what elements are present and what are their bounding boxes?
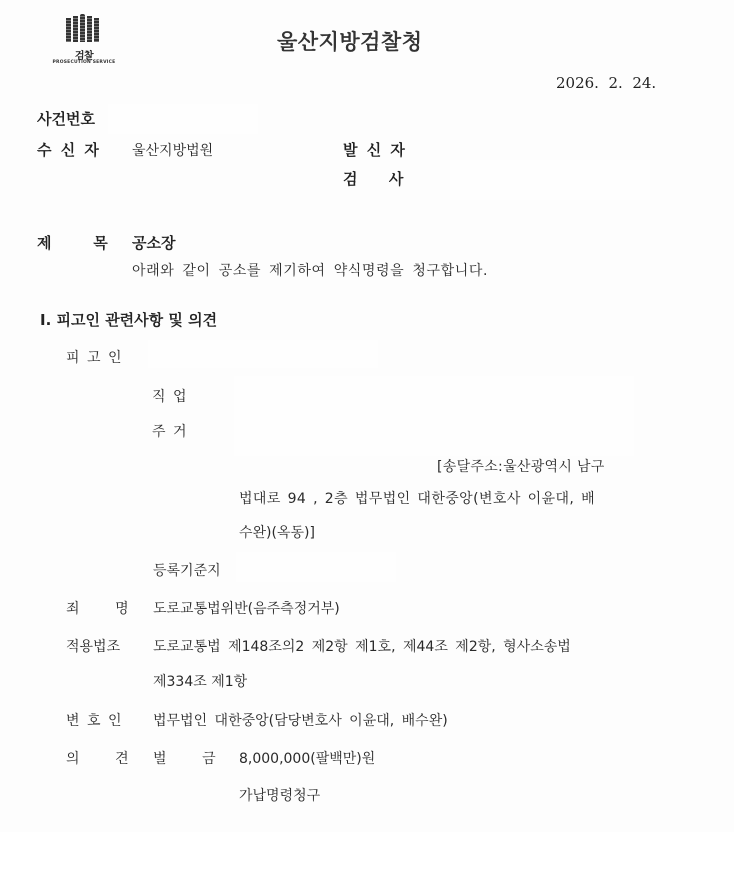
fine-value: 8,000,000(팔백만)원 — [239, 751, 376, 767]
opinion-label: 의 견 — [66, 751, 129, 767]
redacted-defendant-name — [148, 340, 378, 368]
subject-value: 공소장 — [132, 234, 176, 252]
redacted-prosecutor-name — [450, 160, 650, 200]
service-address-line1: [송달주소:울산광역시 남구 — [437, 459, 605, 475]
recipient-label: 수 신 자 — [37, 141, 99, 159]
office-title: 울산지방검찰청 — [277, 30, 423, 54]
applicable-law-line1: 도로교통법 제148조의2 제2항 제1호, 제44조 제2항, 형사소송법 — [153, 639, 571, 655]
logo-subtext: PROSECUTION SERVICE — [52, 60, 116, 65]
recipient-value: 울산지방법원 — [132, 143, 214, 159]
logo-text: 검찰 — [74, 51, 94, 62]
service-address-line3: 수완)(옥동)] — [239, 525, 315, 541]
defense-counsel-label: 변 호 인 — [66, 713, 122, 729]
defendant-label: 피 고 인 — [66, 350, 122, 366]
section-1-heading: Ⅰ. 피고인 관련사항 및 의견 — [40, 311, 218, 329]
sender-label: 발 신 자 — [343, 141, 405, 159]
occupation-label: 직 업 — [152, 389, 187, 405]
redacted-registry — [236, 552, 396, 582]
fine-label: 벌 금 — [153, 751, 216, 767]
payment-order-request: 가납명령청구 — [239, 788, 321, 804]
charge-value: 도로교통법위반(음주측정거부) — [153, 601, 340, 617]
redacted-case-number — [108, 104, 258, 134]
applicable-law-line2: 제334조 제1항 — [153, 674, 248, 690]
subject-label: 제 목 — [37, 234, 108, 252]
subject-description: 아래와 같이 공소를 제기하여 약식명령을 청구합니다. — [132, 263, 489, 279]
address-label: 주 거 — [152, 424, 187, 440]
defense-counsel-value: 법무법인 대한중앙(담당변호사 이윤대, 배수완) — [153, 713, 448, 729]
applicable-law-label: 적용법조 — [66, 639, 121, 655]
document-date: 2026. 2. 24. — [556, 74, 657, 92]
redacted-occupation-address — [234, 376, 634, 456]
prosecution-emblem-icon — [66, 14, 100, 42]
service-address-line2: 법대로 94 , 2층 법무법인 대한중앙(변호사 이윤대, 배 — [239, 491, 595, 507]
prosecutor-label: 검 사 — [343, 170, 404, 188]
charge-label: 죄 명 — [66, 601, 129, 617]
registry-label: 등록기준지 — [153, 563, 221, 579]
case-number-label: 사건번호 — [37, 110, 95, 128]
prosecution-logo — [52, 14, 116, 68]
